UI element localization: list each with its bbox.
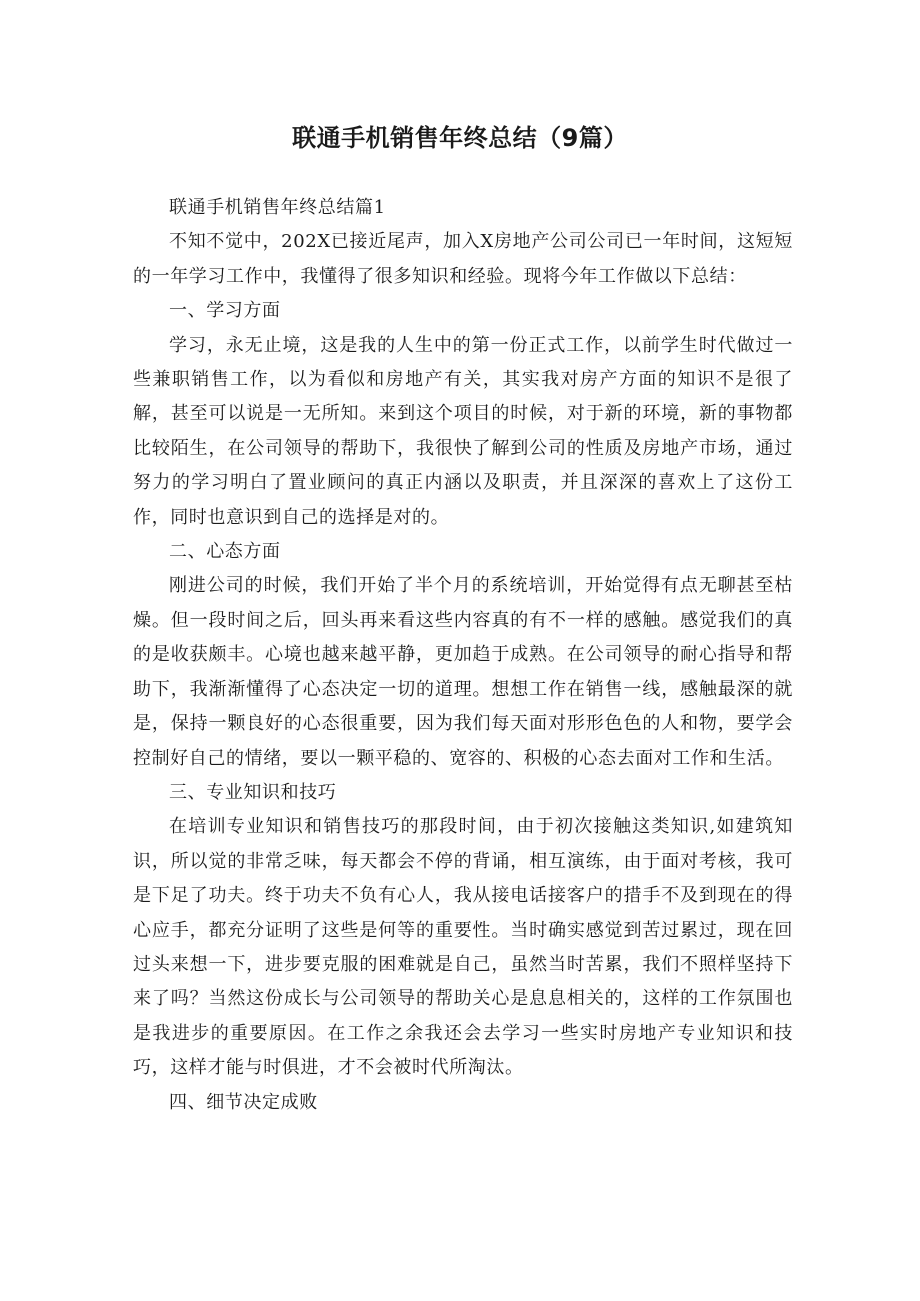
section-heading: 二、心态方面 (169, 541, 281, 563)
section-heading: 一、学习方面 (169, 300, 281, 322)
section-heading: 四、细节决定成败 (169, 1091, 318, 1113)
body-paragraph: 不知不觉中，202X已接近尾声，加入X房地产公司公司已一年时间，这短短的一年学习工作中，我懂得了很多知识和经验。现将今年工作做以下总结： (133, 231, 793, 287)
document-body (133, 191, 793, 1120)
body-paragraph: 刚进公司的时候，我们开始了半个月的系统培训，开始觉得有点无聊甚至枯燥。但一段时间之后，回头再来看这些内容真的有不一样的感触。感觉我们的真的是收获颇丰。心境也越来越平静，更加趋于成熟。在公司领导的耐心指导和帮助下，我渐渐懂得了心态决定一切的道理。想想工作在销售一线，感触最深的就是，保持一颗良好的心态很重要，因为我们每天面对形形色色的人和物，要学会控制好自己的情绪，要以一颗平稳的、宽容的、积极的心态去面对工作和生活。 (133, 575, 793, 769)
body-paragraph: 在培训专业知识和销售技巧的那段时间，由于初次接触这类知识,如建筑知识，所以觉的非常乏味，每天都会不停的背诵，相互演练，由于面对考核，我可是下足了功夫。终于功夫不负有心人，我从接电话接客户的措手不及到现在的得心应手，都充分证明了这些是何等的重要性。当时确实感觉到苦过累过，现在回过头来想一下，进步要克服的困难就是自己，虽然当时苦累，我们不照样坚持下来了吗？当然这份成长与公司领导的帮助关心是息息相关的，这样的工作氛围也是我进步的重要原因。在工作之余我还会去学习一些实时房地产专业知识和技巧，这样才能与时俱进，才不会被时代所淘汰。 (133, 816, 793, 1079)
document-title: 联通手机销售年终总结（9篇） (292, 124, 628, 152)
body-paragraph: 学习，永无止境，这是我的人生中的第一份正式工作，以前学生时代做过一些兼职销售工作，以为看似和房地产有关，其实我对房产方面的知识不是很了解，甚至可以说是一无所知。来到这个项目的时候，对于新的环境，新的事物都比较陌生，在公司领导的帮助下，我很快了解到公司的性质及房地产市场，通过努力的学习明白了置业顾问的真正内涵以及职责，并且深深的喜欢上了这份工作，同时也意识到自己的选择是对的。 (133, 334, 793, 528)
section-heading: 三、专业知识和技巧 (169, 781, 337, 803)
section-heading: 联通手机销售年终总结篇1 (169, 197, 386, 218)
